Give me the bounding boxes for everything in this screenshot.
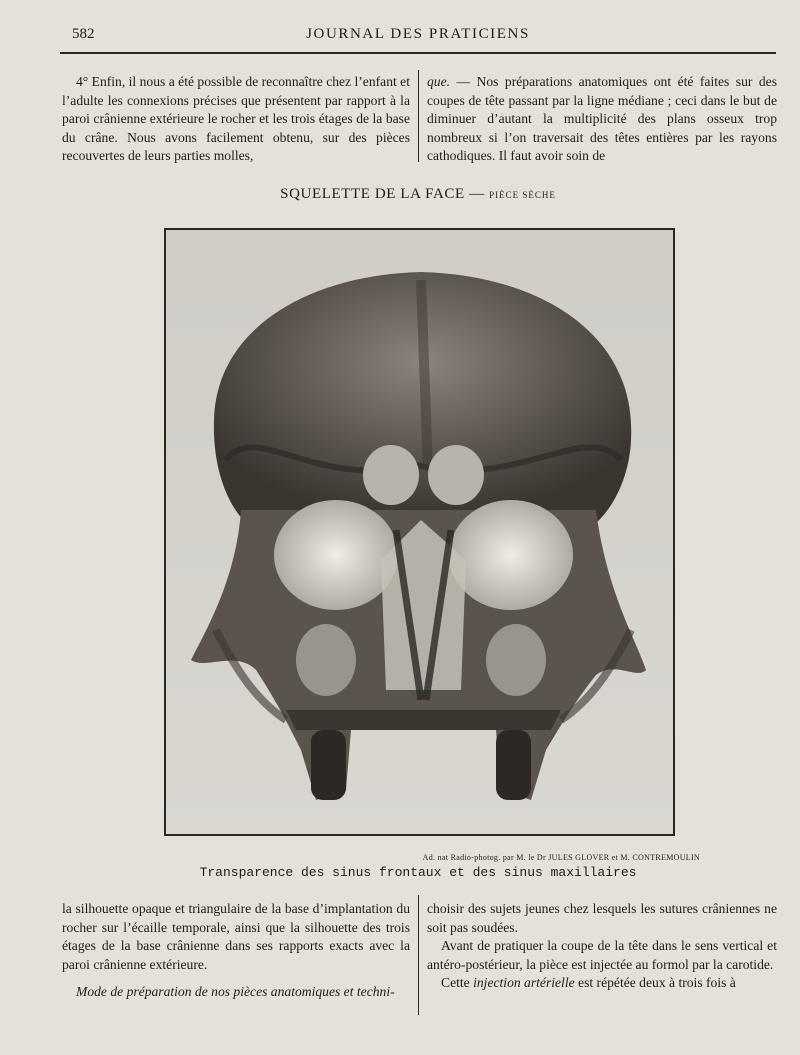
bottom-right-paragraph-1: choisir des sujets jeunes chez lesquels les sutures crâniennes ne soit pas soudées. — [427, 901, 777, 935]
bottom-left-column — [62, 900, 410, 1002]
italic-word: que. — [427, 74, 451, 89]
top-right-column — [427, 73, 777, 166]
bottom-right-paragraph-3 — [427, 974, 777, 993]
text-fragment: Cette — [441, 975, 474, 990]
column-divider — [418, 70, 419, 162]
bottom-right-paragraph-2: Avant de pratiquer la coupe de la tête dans le sens vertical et antéro-postérieur, la pièce est injectée au formol par la carotide. — [427, 938, 777, 972]
figure-credit: Ad. nat Radio-photog. par M. le Dr JULES GLOVER et M. CONTREMOULIN — [422, 853, 700, 862]
section-heading-italic: Mode de préparation de nos pièces anatomiques et techni- — [76, 984, 395, 999]
skull-radiograph-image — [166, 230, 673, 834]
figure-caption: Transparence des sinus frontaux et des sinus maxillaires — [199, 865, 637, 880]
text-fragment: est répétée deux à trois fois à — [574, 975, 736, 990]
figure-title-sub: PIÈCE SÈCHE — [489, 190, 556, 200]
radiograph-plate — [164, 228, 675, 836]
figure-title-main: SQUELETTE DE LA FACE — — [280, 186, 485, 202]
bottom-left-paragraph-1: la silhouette opaque et triangulaire de la base d’implantation du rocher sur l’écaille temporale, ainsi que la silhouette des trois étages de la base crânienne dans ses rapports exacts avec la paroi crânienne extérieure. — [62, 901, 410, 972]
top-right-paragraph — [427, 73, 777, 166]
top-right-text: — Nos préparations anatomiques ont été faites sur des coupes de tête passant par la ligne médiane ; ceci dans le but de diminuer d’autant la multiplicité des plans osseux trop nombreux si l’on traversait des têtes entières par les rayons cathodiques. Il faut avoir soin de — [427, 74, 777, 163]
figure-title — [60, 186, 776, 203]
top-left-column — [62, 73, 410, 166]
bottom-left-paragraph-2 — [62, 983, 410, 1002]
page-header — [60, 26, 776, 52]
page-number: 582 — [72, 26, 95, 42]
column-divider-bottom — [418, 895, 419, 1015]
bottom-right-column — [427, 900, 777, 993]
italic-phrase: injection artérielle — [473, 975, 575, 990]
running-title: JOURNAL DES PRATICIENS — [306, 26, 530, 42]
top-left-paragraph: 4° Enfin, il nous a été possible de reconnaître chez l’enfant et l’adulte les connexions précises que présentent par rapport à la paroi crânienne extérieure le rocher et les trois étages de la base du crâne. Nous avons facilement obtenu, sur des pièces recouvertes de leurs parties molles, — [62, 74, 410, 163]
header-rule — [60, 52, 776, 54]
